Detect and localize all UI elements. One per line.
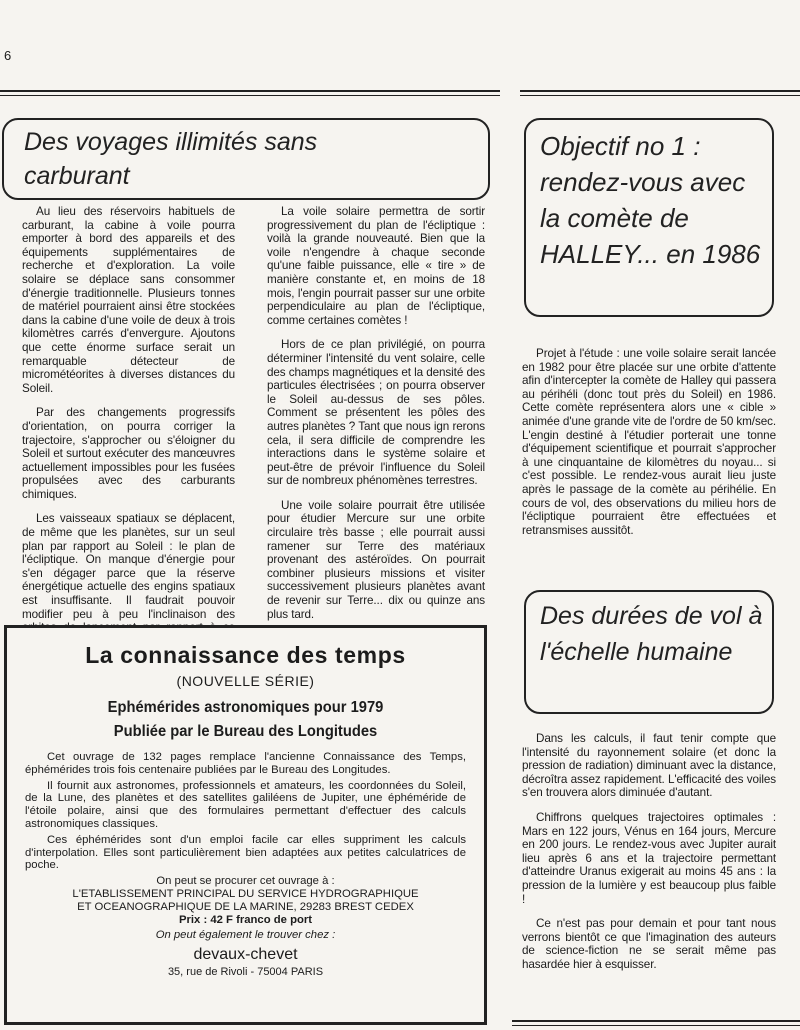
ad-body <box>25 751 466 872</box>
ad-title: La connaissance des temps <box>85 642 406 668</box>
paragraph: Une voile solaire pourrait être utilisée pour étudier Mercure sur une orbite circulaire très basse ; elle pourrait aussi ramener sur Terre des matériaux provenant des astéroïdes. On pourrait combiner plusieurs missions et visiter successivement plusieurs planètes avant de revenir sur Terre... dix ou quinze ans plus tard. <box>267 498 485 621</box>
paragraph: La voile solaire permettra de sortir progressivement du plan de l'écliptique : voilà la grande nouveauté. Bien que la voile n'engendre à chaque seconde qu'une faible puissance, elle « tire » de manière constante et, en moins de 18 mois, l'engin pourrait passer sur une orbite perpendiculaire au plan de l'écliptique, comme certaines comètes ! <box>267 205 485 327</box>
paragraph: Ce n'est pas pour demain et pour tant nous verrons bientôt ce que l'imagination des auteurs de science-fiction ne se serait même pas hasardée hier à esquisser. <box>522 917 776 971</box>
left-article-title: Des voyages illimités sans carburant <box>24 128 318 190</box>
top-rule-right-thin <box>520 95 800 96</box>
paragraph: Les vaisseaux spatiaux se déplacent, de même que les planètes, sur un seul plan par rapport au Soleil : le plan de l'écliptique. On manque d'énergie pour s'en dégager parce que la réserve énergétique actuelle des engins spatiaux est insuffisante. Il faudrait pouvoir modifier peu à peu l'inclinaison des <box>22 512 235 621</box>
paragraph: Par des changements progressifs d'orientation, on pourra corriger la trajectoire, s'approcher ou s'éloigner du Soleil et surtout exécuter des manœuvres actuellement impossibles pour les fusées propulsées avec des carburants chimiques. <box>22 406 235 501</box>
bottom-rule-right <box>512 1020 800 1022</box>
paragraph: Il fournit aux astronomes, professionnels et amateurs, les coordonnées du Soleil, de la Lune, des planètes et des satellites galiléens de Jupiter, une éphéméride de l'étoile polaire, ainsi que des formulaires permettant d'effectuer des calculs astronomiques classiques. <box>25 779 466 830</box>
ad-subtitle-2: Publiée par le Bureau des Longitudes <box>113 723 378 740</box>
paragraph: Cet ouvrage de 132 pages remplace l'ancienne Connaissance des Temps, éphémérides trois fois centenaire publiées par le Bureau des Longitudes. <box>25 751 466 776</box>
ad-procure: On peut se procurer cet ouvrage à : <box>156 875 335 888</box>
paragraph: Hors de ce plan privilégié, on pourra déterminer l'intensité du vent solaire, celle des champs magnétiques et la densité des particules électrisées ; on pourra observer le Soleil au-dessus de ses pôles. Comment se présentent les pôles des autres planètes ? Tant que nous ign rerons cela, il sera difficile de comprendre les interactions dans le système solaire et peut-être de prévoir l'influence du Soleil sur de nombreux phénomènes terrestres. <box>267 338 485 488</box>
advertisement-box <box>4 625 487 1025</box>
paragraph: Chiffrons quelques trajectoires optimales : Mars en 122 jours, Vénus en 164 jours, Mercure en 200 jours. Le rendez-vous avec Jupiter aurait lieu après 6 ans et la trajectoire permettant d'atteindre Uranus exigerait au moins 45 ans : la pression de la lumière y est beaucoup plus faible ! <box>522 810 776 906</box>
right-title-box-halley <box>524 118 774 317</box>
ad-price: Prix : 42 F franco de port <box>178 913 313 926</box>
ad-address: 35, rue de Rivoli - 75004 PARIS <box>167 966 324 979</box>
top-rule-left <box>0 90 500 92</box>
paragraph: Au lieu des réservoirs habituels de carburant, la cabine à voile pourra emporter à bord des appareils et des équipements supplémentaires de recherche et d'exploration. La voile solaire se déplace sans consommer d'énergie traditionnelle. Plusieurs tonnes de matériel pourraient ainsi être stockées dans la cabine d'une voile de deux à trois kilomètres carrés d'envergure. Ajoutons que cette énorme surface serait un remarquable détecteur de micrométéorites à diverses distances du Soleil. <box>22 205 235 395</box>
durees-body <box>522 732 776 983</box>
page-number: 6 <box>4 48 12 63</box>
ad-also: On peut également le trouver chez : <box>155 929 336 942</box>
paragraph: Dans les calculs, il faut tenir compte que l'intensité du rayonnement solaire (et donc la pression de radiation) diminuant avec la distance, décroîtra assez rapidement. L'efficacité des voiles s'en trouvera alors diminuée d'autant. <box>522 732 776 800</box>
ad-series: (NOUVELLE SÉRIE) <box>176 673 315 689</box>
left-title-box <box>2 118 490 200</box>
durees-title: Des durées de vol à l'échelle humaine <box>540 602 763 666</box>
top-rule-right <box>520 90 800 92</box>
top-rule-left-thin <box>0 95 500 96</box>
left-article-column-2 <box>267 205 485 632</box>
paragraph: Projet à l'étude : une voile solaire serait lancée en 1982 pour être placée sur une orbite d'attente afin d'intercepter la comète de Halley qui passera au périhéli (donc tout près du Soleil) en 1986. Cette comète représentera alors une « cible » animée d'une grande vite de l'ordre de 50 km/sec. L'engin destiné à l'étudier porterait une tonne d'équipement scientifique et pourrait s'approcher à une cinquantaine de kilomètres du noyau... si c'est possible. Le rendez-vous aurait lieu juste après le passage de la comète au périhélie. En cours de vol, des observations du milieu hors de l'écliptique pourraient être effectuées et retransmises aussitôt. <box>522 347 776 537</box>
left-article-column-1 <box>22 205 235 659</box>
ad-subtitle-1: Ephémérides astronomiques pour 1979 <box>107 699 384 716</box>
ad-brand: devaux-chevet <box>193 946 298 964</box>
halley-body <box>522 347 776 548</box>
right-title-box-durees <box>524 590 774 714</box>
ad-establishment-2: ET OCEANOGRAPHIQUE DE LA MARINE, 29283 BREST CEDEX <box>77 900 414 913</box>
ad-establishment-1: L'ETABLISSEMENT PRINCIPAL DU SERVICE HYDROGRAPHIQUE <box>72 887 419 900</box>
paragraph: Ces éphémérides sont d'un emploi facile car elles suppriment les calculs d'interpolation. Elles sont particulièrement bien adaptées aux petites calculatrices de poche. <box>25 833 466 872</box>
halley-title: Objectif no 1 : rendez-vous avec la comète de HALLEY... en 1986 <box>540 131 761 269</box>
bottom-rule-right-thin <box>512 1025 800 1026</box>
